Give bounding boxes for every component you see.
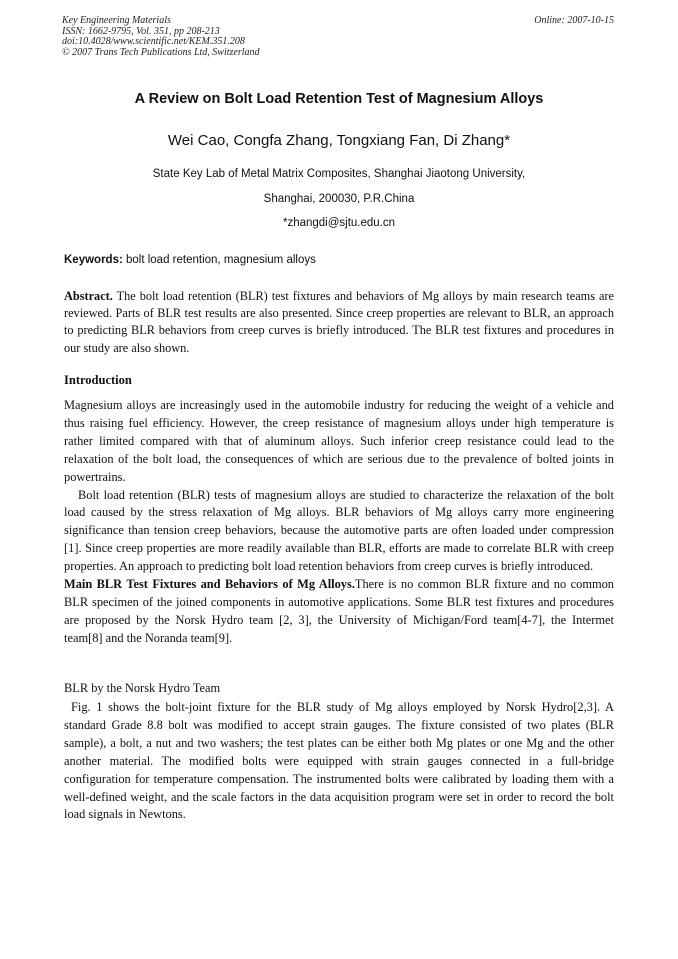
abstract	[64, 288, 614, 357]
intro-paragraph-3	[64, 576, 614, 648]
affiliation-line-1: State Key Lab of Metal Matrix Composites, Shanghai Jiaotong University,	[152, 168, 526, 180]
abstract-label: Abstract.	[64, 289, 113, 303]
blr-fixtures-heading: Main BLR Test Fixtures and Behaviors of Mg Alloys.	[64, 577, 355, 592]
keywords	[64, 254, 316, 266]
affiliation-line-2: Shanghai, 200030, P.R.China	[263, 193, 415, 205]
norsk-paragraph-1: Fig. 1 shows the bolt-joint fixture for the BLR study of Mg alloys employed by Norsk Hydro[2,3]. A standard Grade 8.8 bolt was modified to accept strain gauges. The fixture consisted of two plates (BLR sample), a bolt, a nut and two washers; the test plates can be either both Mg plates or one Mg and the other another material. The modified bolts were equipped with strain gauges connected in a full-bridge configuration for temperature compensation. The instrumented bolts were calibrated by loading them with a well-defined weight, and the scale factors in the data acquisition program were set in order to record the bolt load signals in Newtons.	[64, 700, 614, 822]
issn-line: ISSN: 1662-9795, Vol. 351, pp 208-213	[62, 25, 220, 37]
author-email: *zhangdi@sjtu.edu.cn	[282, 217, 396, 229]
copyright-line: © 2007 Trans Tech Publications Ltd, Switzerland	[62, 46, 260, 58]
online-date: Online: 2007-10-15	[534, 15, 614, 26]
norsk-hydro-heading: BLR by the Norsk Hydro Team	[64, 681, 221, 695]
introduction-body	[64, 397, 614, 648]
journal-header	[62, 16, 260, 58]
paper-title: A Review on Bolt Load Retention Test of Magnesium Alloys	[134, 91, 544, 107]
norsk-hydro-body	[64, 699, 614, 824]
journal-name: Key Engineering Materials	[62, 15, 171, 26]
keywords-text: bolt load retention, magnesium alloys	[126, 254, 316, 266]
doi-line: doi:10.4028/www.scientific.net/KEM.351.208	[62, 36, 245, 47]
blr-fixtures-text: There is no common BLR fixture and no common BLR specimen of the joined components in automotive applications. Some BLR test fixtures and procedures are proposed by the Norsk Hydro team [2, 3], the University of Michigan/Ford team[4-7], the Intermet team[8] and the Noranda team[9].	[64, 577, 614, 645]
intro-paragraph-1: Magnesium alloys are increasingly used in the automobile industry for reducing the weight of a vehicle and thus raising fuel efficiency. However, the creep resistance of magnesium alloys under high temperature is rather limited compared with that of aluminum alloys. Such inferior creep resistance could lead to the relaxation of the bolt load, the consequences of which are serious due to the prevalence of bolted joints in powertrains.	[64, 398, 614, 484]
author-list: Wei Cao, Congfa Zhang, Tongxiang Fan, Di Zhang*	[167, 132, 511, 149]
intro-paragraph-2: Bolt load retention (BLR) tests of magnesium alloys are studied to characterize the relaxation of the bolt load caused by the stress relaxation of Mg alloys. BLR behaviors of Mg alloys carry more engineering significance than tension creep behaviors, because the automotive parts are often loaded under compression [1]. Since creep properties are more readily available than BLR, efforts are made to correlate BLR with creep properties. An approach to predicting bolt load retention behaviors from creep curves is briefly introduced.	[64, 487, 614, 574]
abstract-text: The bolt load retention (BLR) test fixtures and behaviors of Mg alloys by main research teams are reviewed. Parts of BLR test results are also presented. Since creep properties are relevant to BLR, an approach to predicting BLR behaviors from creep curves is briefly introduced. The BLR test fixtures and procedures in our study are also shown.	[64, 289, 614, 355]
introduction-heading: Introduction	[64, 373, 132, 387]
keywords-label: Keywords:	[64, 254, 123, 266]
